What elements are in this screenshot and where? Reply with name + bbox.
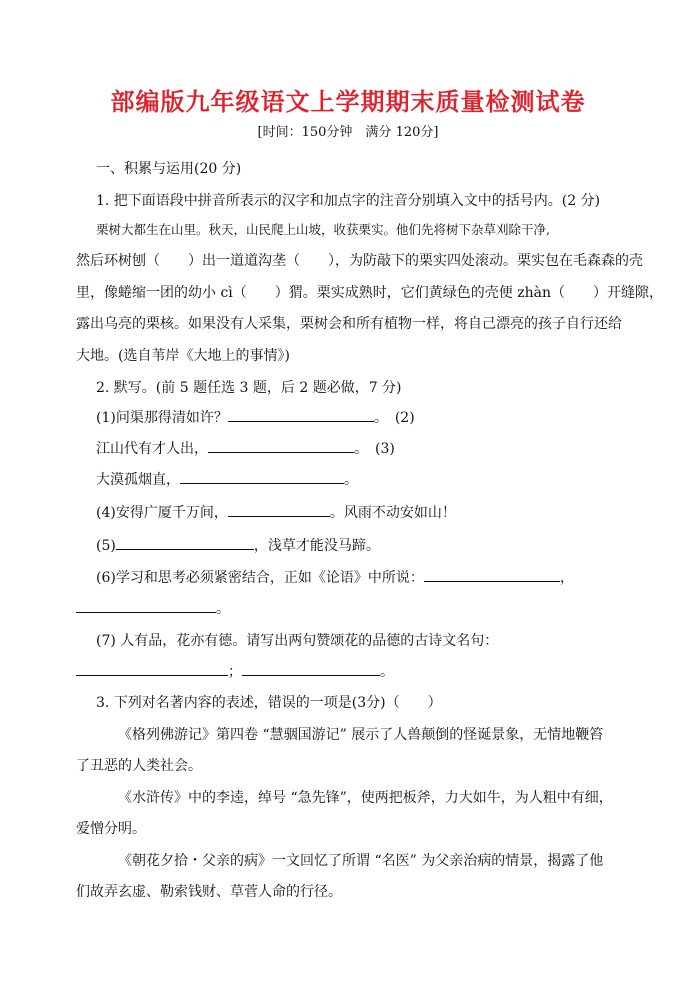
q3-option-text: 们故弄玄虚、勒索钱财、草菅人命的行径。	[76, 884, 342, 900]
dictation-item	[96, 469, 358, 489]
dictation-item	[96, 630, 498, 650]
dictation-prompt: 江山代有才人出，	[96, 441, 208, 457]
q3-option-text: 《水浒传》中的李逵，绰号 “急先锋”，使两把板斧，力大如牛，为人粗中有细，	[118, 790, 613, 806]
dictation-item	[96, 567, 574, 587]
dictation-prompt: (4)安得广厦千万间，	[96, 505, 228, 521]
dictation-item	[96, 502, 456, 522]
answer-blank[interactable]	[116, 536, 254, 550]
answer-blank[interactable]	[76, 599, 216, 613]
q1-passage-line: 然后环树刨（ ）出一道道沟垄（ ），为防敲下的栗实四处滚动。栗实包在毛森森的壳	[76, 253, 643, 269]
q3-option-text: 《格列佛游记》第四卷 “慧骃国游记” 展示了人兽颠倒的怪诞景象，无情地鞭笞	[118, 727, 604, 743]
q3-option-text: 爱憎分明。	[76, 821, 146, 837]
answer-blank[interactable]	[228, 503, 330, 517]
dictation-item	[96, 438, 395, 458]
dictation-prompt: (1)问渠那得清如许？	[96, 410, 228, 426]
answer-blank[interactable]	[208, 439, 354, 453]
question-1-stem: 1. 把下面语段中拼音所表示的汉字和加点字的注音分别填入文中的括号内。(2 分)	[96, 193, 601, 209]
page-title: 部编版九年级语文上学期期末质量检测试卷	[110, 88, 586, 116]
q3-option-text: 《朝花夕拾・父亲的病》一文回忆了所谓 “名医” 为父亲治病的情景，揭露了他	[118, 853, 604, 869]
dictation-prompt: 。 (2)	[373, 410, 415, 426]
dictation-prompt: 。 (3)	[354, 441, 395, 457]
dictation-prompt: 大漠孤烟直，	[96, 472, 180, 488]
dictation-prompt: ，	[559, 570, 574, 586]
question-3-stem: 3. 下列对名著内容的表述，错误的一项是(3分)（ ）	[96, 695, 442, 711]
dictation-prompt: (5)	[96, 538, 116, 554]
q1-passage-line: 露出乌亮的栗核。如果没有人采集，栗树会和所有植物一样，将自己漂亮的孩子自行还给	[76, 316, 622, 332]
q1-passage-line: 大地。(选自苇岸《大地上的事情》)	[76, 348, 290, 364]
q3-option-text: 了丑恶的人类社会。	[76, 758, 202, 774]
section-heading: 一、积累与运用(20 分)	[96, 161, 242, 177]
dictation-prompt: ；	[228, 664, 242, 680]
answer-blank[interactable]	[242, 662, 380, 676]
dictation-item	[96, 407, 415, 427]
q1-passage-line: 栗树大都生在山里。秋天，山民爬上山坡，收获栗实。他们先将树下杂草刈除干净,	[96, 222, 550, 237]
dictation-prompt: (7) 人有品，花亦有德。请写出两句赞颂花的品德的古诗文名句：	[96, 633, 499, 649]
dictation-item	[96, 535, 380, 555]
dictation-prompt: (6)学习和思考必须紧密结合，正如《论语》中所说：	[96, 570, 424, 586]
answer-blank[interactable]	[180, 470, 344, 484]
dictation-prompt: 。	[216, 601, 230, 617]
dictation-item	[76, 598, 230, 618]
answer-blank[interactable]	[228, 408, 374, 422]
answer-blank[interactable]	[424, 568, 560, 582]
q1-passage-line: 里，像蜷缩一团的幼小 cì（ ）猬。栗实成熟时，它们黄绿色的壳便 zhàn（ ）开缝隙，	[76, 285, 663, 301]
question-2-stem: 2. 默写。(前 5 题任选 3 题，后 2 题必做，7 分)	[96, 380, 402, 396]
dictation-prompt: 。	[344, 472, 358, 488]
dictation-item	[76, 661, 394, 681]
dictation-prompt: 。	[380, 664, 394, 680]
dictation-prompt: ，浅草才能没马蹄。	[253, 538, 380, 554]
answer-blank[interactable]	[76, 662, 228, 676]
dictation-prompt: 。风雨不动安如山！	[329, 505, 456, 521]
exam-info: [时间：150分钟 满分 120分]	[257, 125, 439, 140]
